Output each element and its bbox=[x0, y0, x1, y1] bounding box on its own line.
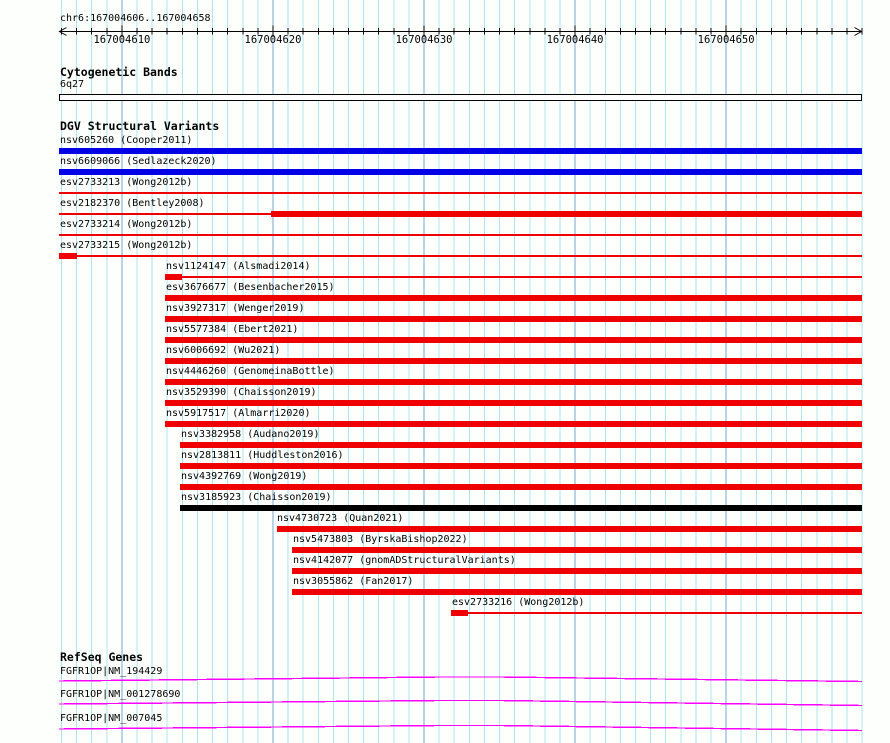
variant-label[interactable]: nsv1124147 (Alsmadi2014) bbox=[166, 261, 311, 272]
ruler-tick-label: 167004610 bbox=[93, 34, 151, 46]
ruler-tick-label: 167004620 bbox=[244, 34, 302, 46]
variant-bar-segment[interactable] bbox=[180, 463, 862, 469]
variant-bar-segment[interactable] bbox=[59, 148, 862, 154]
variant-label[interactable]: esv2733216 (Wong2012b) bbox=[452, 597, 585, 608]
track-title-refseq-genes: RefSeq Genes bbox=[60, 650, 144, 664]
ruler-tick-label: 167004630 bbox=[395, 34, 453, 46]
variant-label[interactable]: nsv6609066 (Sedlazeck2020) bbox=[60, 156, 217, 167]
gene-label[interactable]: FGFR1OP|NM_007045 bbox=[60, 713, 163, 724]
gene-label[interactable]: FGFR1OP|NM_001278690 bbox=[60, 689, 181, 700]
track-title-dgv-structural-variants: DGV Structural Variants bbox=[60, 119, 220, 133]
variant-label[interactable]: nsv4142077 (gnomADStructuralVariants) bbox=[293, 555, 516, 566]
variant-label[interactable]: nsv3927317 (Wenger2019) bbox=[166, 303, 305, 314]
variant-bar-segment[interactable] bbox=[165, 379, 862, 385]
cytoband-label[interactable]: 6q27 bbox=[60, 79, 85, 90]
variant-label[interactable]: nsv5577384 (Ebert2021) bbox=[166, 324, 299, 335]
variant-label[interactable]: nsv4392769 (Wong2019) bbox=[181, 471, 308, 482]
variant-bar-segment[interactable] bbox=[77, 255, 862, 257]
variant-bar-segment[interactable] bbox=[165, 358, 862, 364]
gene-label[interactable]: FGFR1OP|NM_194429 bbox=[60, 666, 163, 677]
variant-label[interactable]: esv2733215 (Wong2012b) bbox=[60, 240, 193, 251]
variant-bar-segment[interactable] bbox=[165, 400, 862, 406]
variant-bar-segment[interactable] bbox=[180, 442, 862, 448]
variant-bar-segment[interactable] bbox=[180, 505, 862, 511]
variant-label[interactable]: nsv5473803 (ByrskaBishop2022) bbox=[293, 534, 468, 545]
variant-bar-segment[interactable] bbox=[59, 253, 77, 259]
variant-bar-segment[interactable] bbox=[165, 295, 862, 301]
variant-bar-segment[interactable] bbox=[180, 484, 862, 490]
variant-bar-segment[interactable] bbox=[182, 276, 862, 278]
variant-bar-segment[interactable] bbox=[59, 213, 271, 215]
variant-bar-segment[interactable] bbox=[451, 610, 468, 616]
variant-bar-segment[interactable] bbox=[59, 169, 862, 175]
variant-label[interactable]: nsv2813811 (Huddleston2016) bbox=[181, 450, 344, 461]
variant-label[interactable]: nsv3185923 (Chaisson2019) bbox=[181, 492, 332, 503]
variant-label[interactable]: nsv4446260 (GenomeinaBottle) bbox=[166, 366, 335, 377]
variant-label[interactable]: esv2733213 (Wong2012b) bbox=[60, 177, 193, 188]
variant-label[interactable]: esv2733214 (Wong2012b) bbox=[60, 219, 193, 230]
ruler-tick-label: 167004640 bbox=[546, 34, 604, 46]
ruler-region-title: chr6:167004606..167004658 bbox=[60, 13, 211, 24]
cytoband-glyph[interactable] bbox=[59, 94, 862, 101]
variant-bar-segment[interactable] bbox=[165, 316, 862, 322]
variant-bar-segment[interactable] bbox=[277, 526, 862, 532]
variant-label[interactable]: nsv4730723 (Quan2021) bbox=[277, 513, 404, 524]
variant-bar-segment[interactable] bbox=[292, 547, 862, 553]
track-title-cytogenetic-bands: Cytogenetic Bands bbox=[60, 65, 178, 79]
variant-bar-segment[interactable] bbox=[165, 274, 182, 280]
variant-bar-segment[interactable] bbox=[165, 421, 862, 427]
variant-bar-segment[interactable] bbox=[292, 568, 862, 574]
variant-label[interactable]: esv3676677 (Besenbacher2015) bbox=[166, 282, 335, 293]
variant-bar-segment[interactable] bbox=[271, 211, 862, 217]
variant-label[interactable]: nsv3529390 (Chaisson2019) bbox=[166, 387, 317, 398]
ruler-tick-label: 167004650 bbox=[697, 34, 755, 46]
variant-label[interactable]: nsv5917517 (Almarri2020) bbox=[166, 408, 311, 419]
variant-label[interactable]: nsv3055862 (Fan2017) bbox=[293, 576, 414, 587]
variant-bar-segment[interactable] bbox=[292, 589, 862, 595]
variant-label[interactable]: nsv605260 (Cooper2011) bbox=[60, 135, 193, 146]
variant-bar-segment[interactable] bbox=[468, 612, 862, 614]
variant-bar-segment[interactable] bbox=[59, 234, 862, 236]
variant-label[interactable]: esv2182370 (Bentley2008) bbox=[60, 198, 205, 209]
variant-bar-segment[interactable] bbox=[59, 192, 862, 194]
variant-label[interactable]: nsv6006692 (Wu2021) bbox=[166, 345, 281, 356]
variant-label[interactable]: nsv3382958 (Audano2019) bbox=[181, 429, 320, 440]
variant-bar-segment[interactable] bbox=[165, 337, 862, 343]
